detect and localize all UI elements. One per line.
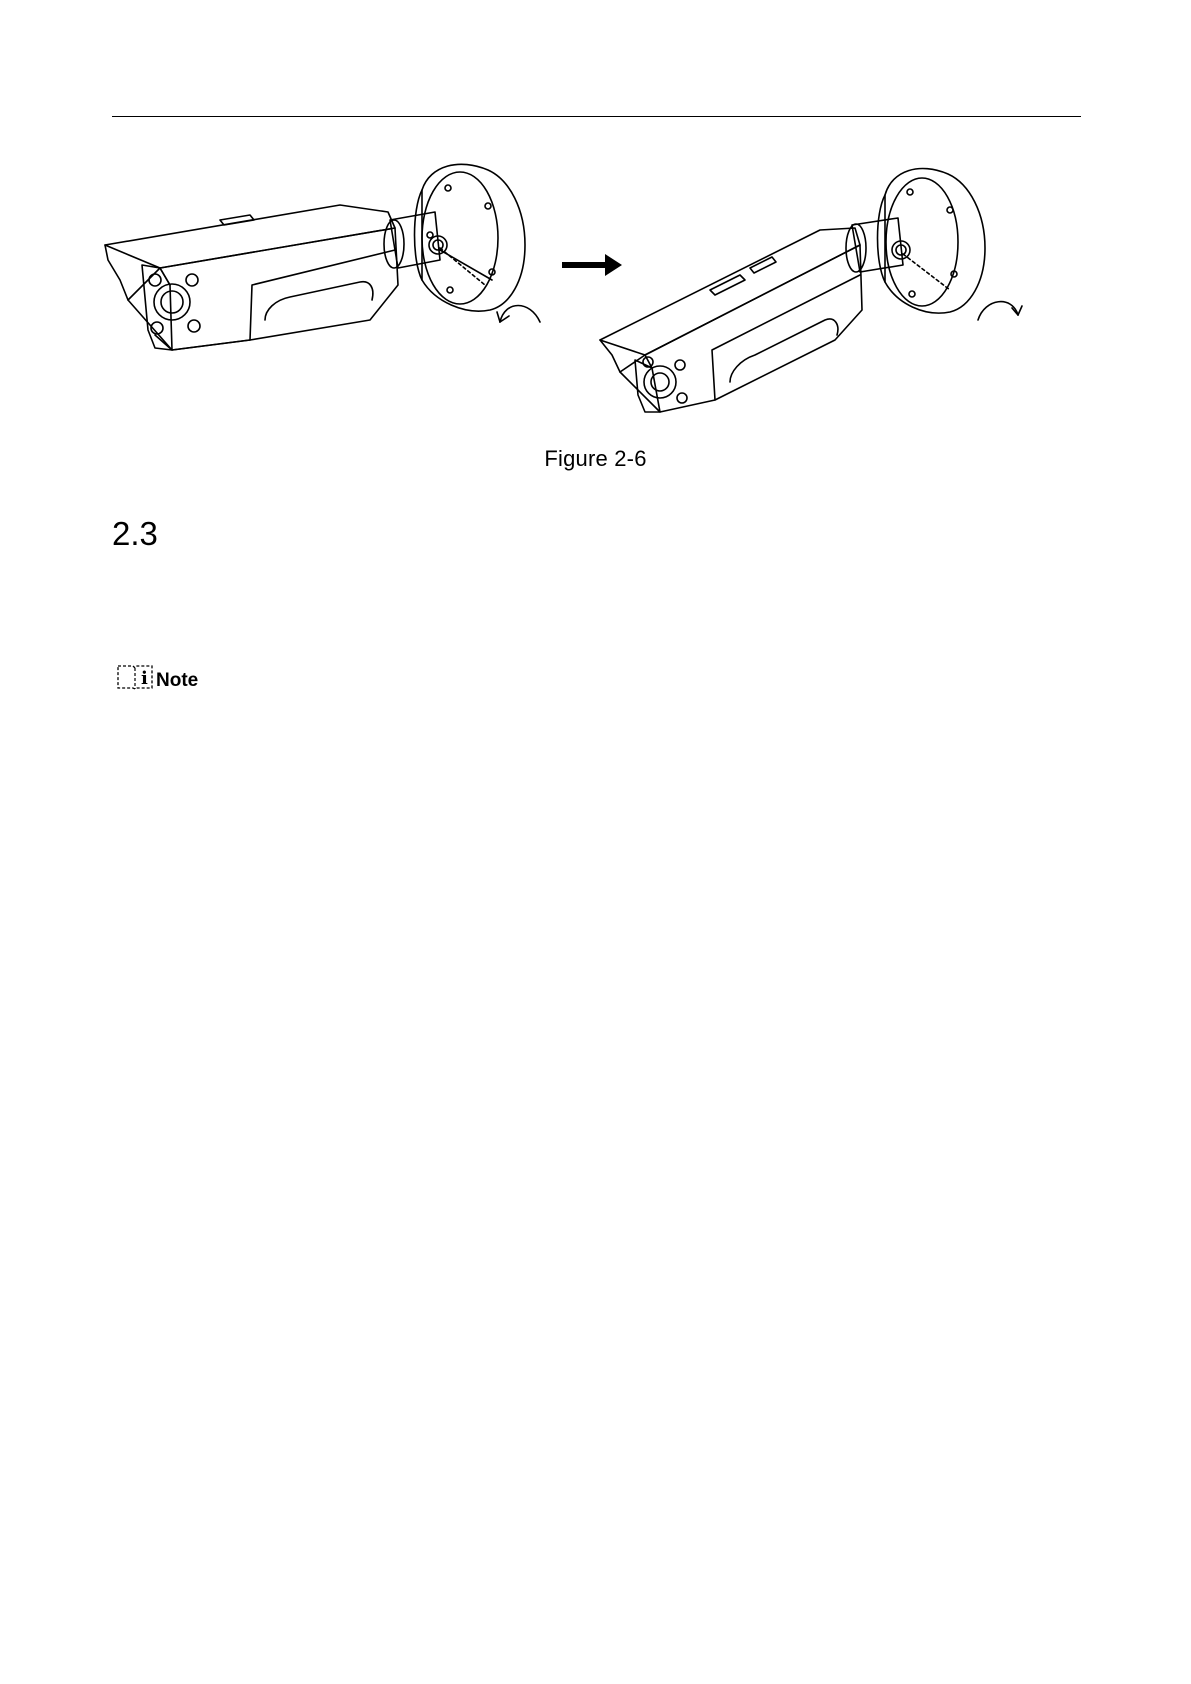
right-arrow-icon	[562, 254, 622, 276]
header-rule	[112, 116, 1081, 117]
figure-caption: Figure 2-6	[544, 446, 647, 471]
rotate-counterclockwise-icon	[497, 306, 540, 323]
note-book-icon	[116, 662, 154, 690]
note-callout	[116, 662, 198, 690]
bullet-camera-before-rotation	[105, 164, 525, 350]
camera-rotation-illustration	[100, 150, 1110, 460]
svg-text:i: i	[141, 668, 148, 689]
section-number: 2.3	[112, 515, 158, 552]
note-label: Note	[156, 670, 199, 691]
bullet-camera-after-rotation	[600, 169, 985, 412]
rotate-clockwise-icon	[978, 302, 1022, 320]
installation-figure	[100, 150, 1110, 460]
